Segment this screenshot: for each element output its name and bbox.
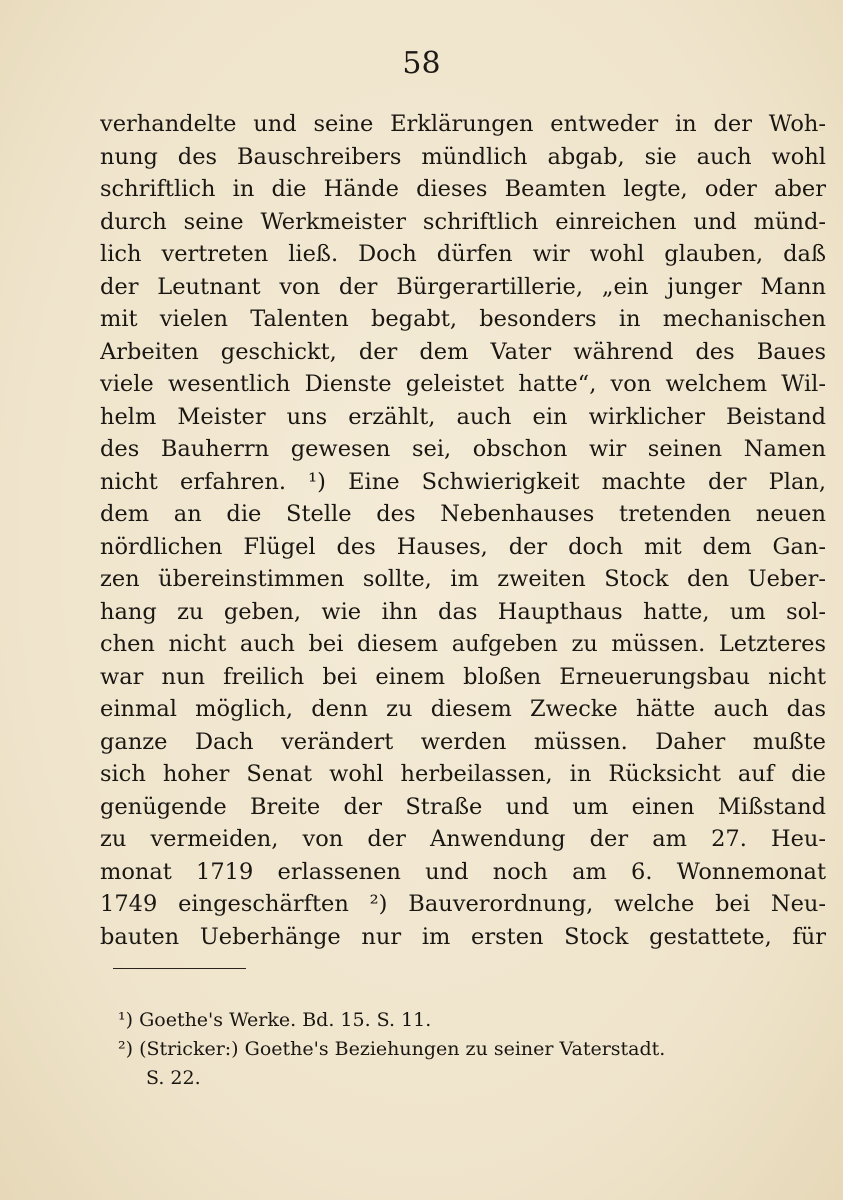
footnote-text: (Stricker:) Goethe's Beziehungen zu seiner Vaterstadt. — [139, 1038, 666, 1060]
text-line: durch seine Werkmeister schriftlich einreichen und münd- — [100, 208, 826, 235]
footnotes — [118, 1006, 828, 1093]
text-line: nicht erfahren. ¹) Eine Schwierigkeit machte der Plan, — [100, 468, 826, 495]
text-line: monat 1719 erlassenen und noch am 6. Wonnemonat — [100, 858, 826, 885]
text-line: viele wesentlich Dienste geleistet hatte“, von welchem Wil- — [100, 371, 826, 397]
text-line: der Leutnant von der Bürgerartillerie, „ein junger Mann — [100, 273, 826, 300]
text-line: Arbeiten geschickt, der dem Vater während des Baues — [100, 338, 826, 365]
main-text — [100, 108, 826, 953]
text-line: nung des Bauschreibers mündlich abgab, sie auch wohl — [100, 143, 826, 170]
text-line: lich vertreten ließ. Doch dürfen wir wohl glauben, daß — [100, 241, 826, 267]
text-line: war nun freilich bei einem bloßen Erneuerungsbau nicht — [100, 663, 826, 690]
text-line: dem an die Stelle des Nebenhauses tretenden neuen — [100, 501, 826, 527]
footnote-1 — [118, 1006, 828, 1035]
text-line: genügende Breite der Straße und um einen Mißstand — [100, 793, 826, 820]
text-line: bauten Ueberhänge nur im ersten Stock gestattete, für — [100, 923, 826, 950]
text-line: sich hoher Senat wohl herbeilassen, in Rücksicht auf die — [100, 761, 826, 787]
text-line: verhandelte und seine Erklärungen entweder in der Woh- — [100, 111, 826, 137]
text-line: nördlichen Flügel des Hauses, der doch mit dem Gan- — [100, 533, 826, 560]
text-line: mit vielen Talenten begabt, besonders in mechanischen — [100, 306, 826, 332]
text-line: ganze Dach verändert werden müssen. Daher mußte — [100, 728, 826, 755]
text-line: einmal möglich, denn zu diesem Zwecke hätte auch das — [100, 696, 826, 722]
text-line: chen nicht auch bei diesem aufgeben zu müssen. Letzteres — [100, 631, 826, 657]
text-line: helm Meister uns erzählt, auch ein wirklicher Beistand — [100, 403, 826, 430]
text-line: zen übereinstimmen sollte, im zweiten Stock den Ueber- — [100, 566, 826, 592]
footnote-2 — [118, 1035, 828, 1064]
footnote-marker: ²) — [118, 1038, 134, 1060]
text-line: des Bauherrn gewesen sei, obschon wir seinen Namen — [100, 436, 826, 462]
footnote-marker: ¹) — [118, 1009, 134, 1031]
page-number: 58 — [402, 46, 441, 81]
text-line: 1749 eingeschärften ²) Bauverordnung, welche bei Neu- — [100, 891, 826, 917]
footnote-2-continuation: S. 22. — [146, 1067, 201, 1089]
text-line: schriftlich in die Hände dieses Beamten legte, oder aber — [100, 176, 826, 202]
text-line: zu vermeiden, von der Anwendung der am 27. Heu- — [100, 826, 826, 852]
footnote-divider — [113, 968, 246, 969]
text-line: hang zu geben, wie ihn das Haupthaus hatte, um sol- — [100, 598, 826, 625]
footnote-text: Goethe's Werke. Bd. 15. S. 11. — [139, 1009, 432, 1031]
